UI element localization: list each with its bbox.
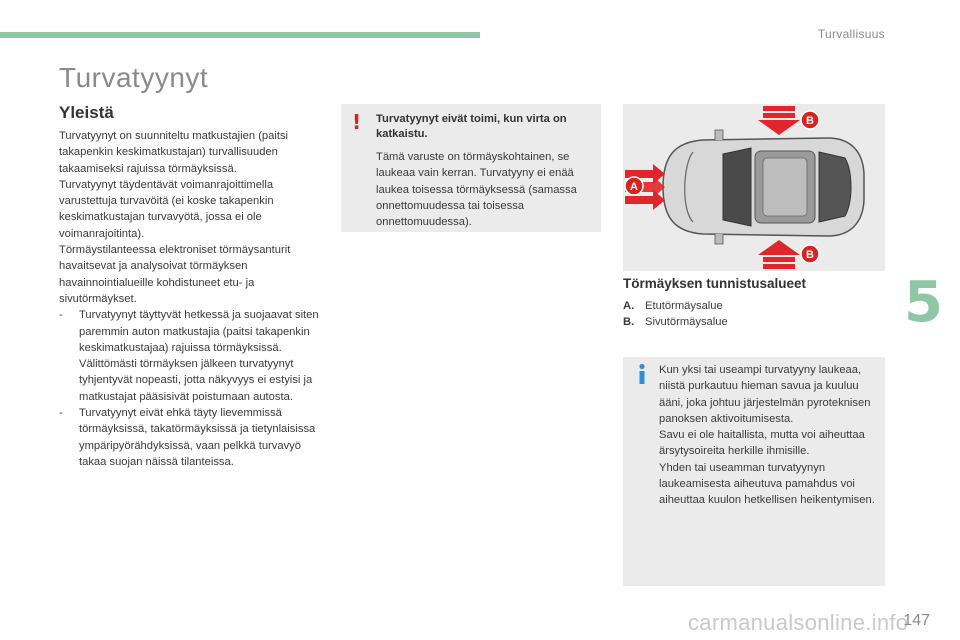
label-a: A bbox=[630, 181, 638, 193]
general-paragraph: Turvatyynyt täydentävät voimanrajoittimella varustettuja turvavöitä (ei koske takapenkin keskimatkustajan turvavyötä, jossa ei ole voimanrajoitinta). bbox=[59, 178, 274, 240]
header-accent-bar bbox=[0, 32, 480, 38]
chapter-number: 5 bbox=[904, 270, 943, 335]
bullet-dash: - bbox=[59, 407, 63, 420]
watermark: carmanualsonline.info bbox=[688, 610, 909, 635]
warning-icon: ! bbox=[352, 110, 362, 134]
info-paragraph: Savu ei ole haitallista, mutta voi aiheuttaa ärsytysoireita herkille ihmisille. bbox=[659, 429, 865, 458]
general-paragraph: Törmäystilanteessa elektroniset törmäysanturit havaitsevat ja analysoivat törmäyksen havainnointialueille kohdistuneet etu- ja sivutörmäykset. bbox=[59, 244, 291, 305]
zone-key: A. bbox=[623, 300, 635, 312]
label-b: B bbox=[806, 249, 814, 261]
info-paragraph: Yhden tai useamman turvatyynyn laukeamisesta aiheutuva pamahdus voi aiheuttaa kuulon hetkellisen heikentymisen. bbox=[659, 461, 875, 507]
section-label: Turvallisuus bbox=[817, 27, 885, 41]
car-top-view-icon bbox=[623, 104, 885, 271]
warning-box bbox=[341, 104, 601, 232]
bullet-dash: - bbox=[59, 309, 63, 322]
zones-list bbox=[623, 298, 728, 331]
info-paragraph: Kun yksi tai useampi turvatyyny laukeaa, niistä purkautuu hieman savua ja kuuluu ääni, joka johtuu järjestelmän pyroteknisen panoksen aktivoitumisesta. bbox=[659, 364, 871, 425]
car-body bbox=[663, 130, 864, 244]
label-b-badge-bottom bbox=[801, 245, 819, 263]
list-item bbox=[623, 314, 728, 330]
zone-label: Sivutörmäysalue bbox=[645, 316, 728, 329]
general-heading: Yleistä bbox=[59, 103, 114, 122]
side-impact-arrows-bottom bbox=[758, 240, 800, 269]
info-text bbox=[659, 362, 879, 509]
bullet-text: Turvatyynyt eivät ehkä täyty lievemmissä törmäyksissä, takatörmäyksissä ja tietynlaisissa ympäripyörähdyksissä, vaan pelkkä turvavyö takaa suojan näissä tilanteissa. bbox=[79, 407, 316, 468]
info-box bbox=[623, 357, 885, 586]
warning-text: Tämä varuste on törmäyskohtainen, se laukeaa vain kerran. Turvatyyny ei enää laukea toisessa törmäyksessä (samassa onnettomuudessa tai toisessa onnettomuudessa). bbox=[376, 151, 577, 229]
zone-key: B. bbox=[623, 316, 635, 329]
info-icon bbox=[633, 363, 651, 385]
label-a-badge bbox=[625, 177, 643, 195]
general-text bbox=[59, 128, 321, 470]
page-number: 147 bbox=[903, 612, 930, 629]
airbag-zone-figure bbox=[623, 104, 885, 271]
list-item bbox=[623, 298, 728, 314]
label-b: B bbox=[806, 115, 814, 127]
zones-heading: Törmäyksen tunnistusalueet bbox=[623, 276, 807, 291]
warning-heading: Turvatyynyt eivät toimi, kun virta on katkaistu. bbox=[376, 113, 567, 140]
page-title: Turvatyynyt bbox=[59, 62, 209, 93]
zone-label: Etutörmäysalue bbox=[645, 300, 723, 312]
list-item bbox=[59, 405, 321, 470]
bullet-text: Turvatyynyt täyttyvät hetkessä ja suojaavat siten paremmin auton matkustajia (paitsi takapenkin keskimatkustajaa) rajuissa törmäyksissä. Välittömästi törmäyksen jälkeen turvatyynyt tyhjentyvät nopeasti, jotta näkyvyys ei estyisi ja matkustajat pääsisivät poistumaan autosta. bbox=[79, 309, 319, 403]
general-paragraph: Turvatyynyt on suunniteltu matkustajien (paitsi takapenkin keskimatkustajan) turvallisuuden takaamiseksi rajuissa törmäyksissä. bbox=[59, 130, 289, 175]
label-b-badge-top bbox=[801, 111, 819, 129]
list-item bbox=[59, 307, 321, 405]
side-impact-arrows-top bbox=[758, 106, 800, 135]
